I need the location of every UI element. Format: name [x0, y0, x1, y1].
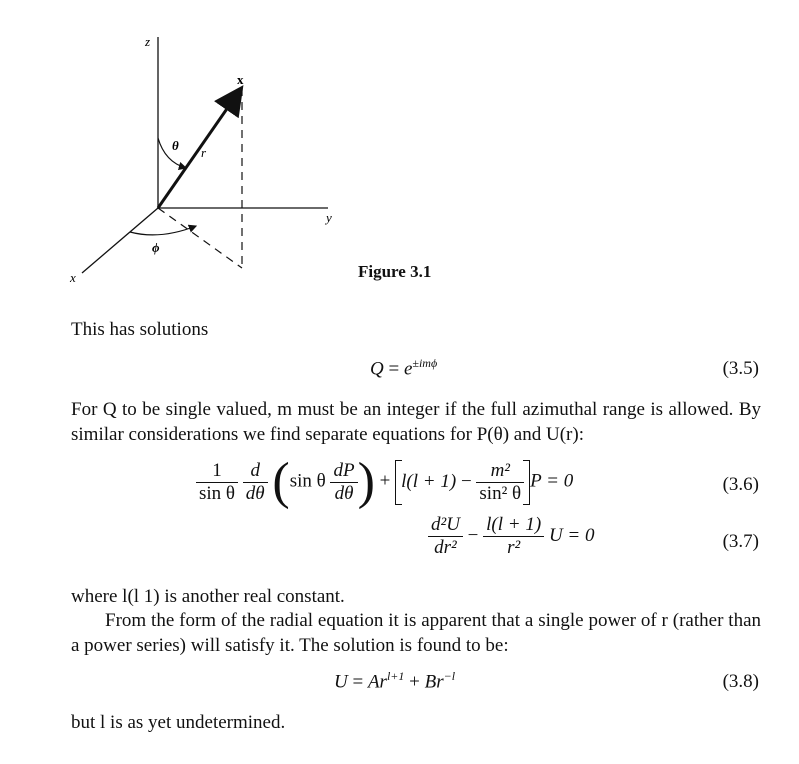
equation-number-3-6: (3.6) — [722, 474, 759, 495]
equation-number-3-7: (3.7) — [722, 531, 759, 552]
equation-3-6: $\frac{1}{\text{sin θ}}$ $\frac{d}{d\theta}$ (sin θ $\frac{dP}{d\theta}$ ) + l(l + 1) − $\frac{\text{m²}}{\text{sin² θ}}$ P = 0 — [196, 456, 573, 508]
equation-3-5: $Q = e^{\pm im\phi}$ — [370, 356, 438, 380]
equation-3-7: $\frac{\text{d²U}}{\text{dr²}}$ − $\frac{l(l + 1)}{\text{r²}}$ U = 0 — [428, 514, 594, 559]
figure-caption: Figure 3.1 — [358, 262, 432, 281]
paragraph-3: From the form of the radial equation it is apparent that a single power of r (rather than a power series) will satisfy it. The solution is found to be: — [71, 610, 761, 656]
y-axis-label: y — [326, 210, 332, 225]
z-axis-label: z — [145, 34, 151, 49]
theta-label: θ — [172, 138, 179, 153]
equation-3-8: $U = Ar^{l+1} + Br^{-l}$ — [334, 669, 456, 693]
point-x-label: x — [237, 72, 244, 87]
x-axis-label: x — [70, 270, 76, 285]
r-label: r — [201, 145, 207, 160]
position-vector-r — [158, 90, 240, 208]
equation-number-3-8: (3.8) — [722, 671, 759, 692]
paragraph-2: where l(l 1) is another real constant. — [71, 586, 345, 607]
phi-label: ϕ — [152, 240, 160, 255]
x-axis — [82, 208, 158, 273]
intro-text: This has solutions — [71, 319, 209, 340]
equation-number-3-5: (3.5) — [722, 358, 759, 379]
spherical-coordinates-figure — [0, 0, 460, 300]
xy-projection-dashed — [158, 208, 242, 268]
closing-text: but l is as yet undetermined. — [71, 712, 286, 733]
paragraph-1: For Q to be single valued, m must be an integer if the full azimuthal range is allowed. By similar considerations we find separate equations for P(θ) and U(r): — [71, 399, 761, 445]
